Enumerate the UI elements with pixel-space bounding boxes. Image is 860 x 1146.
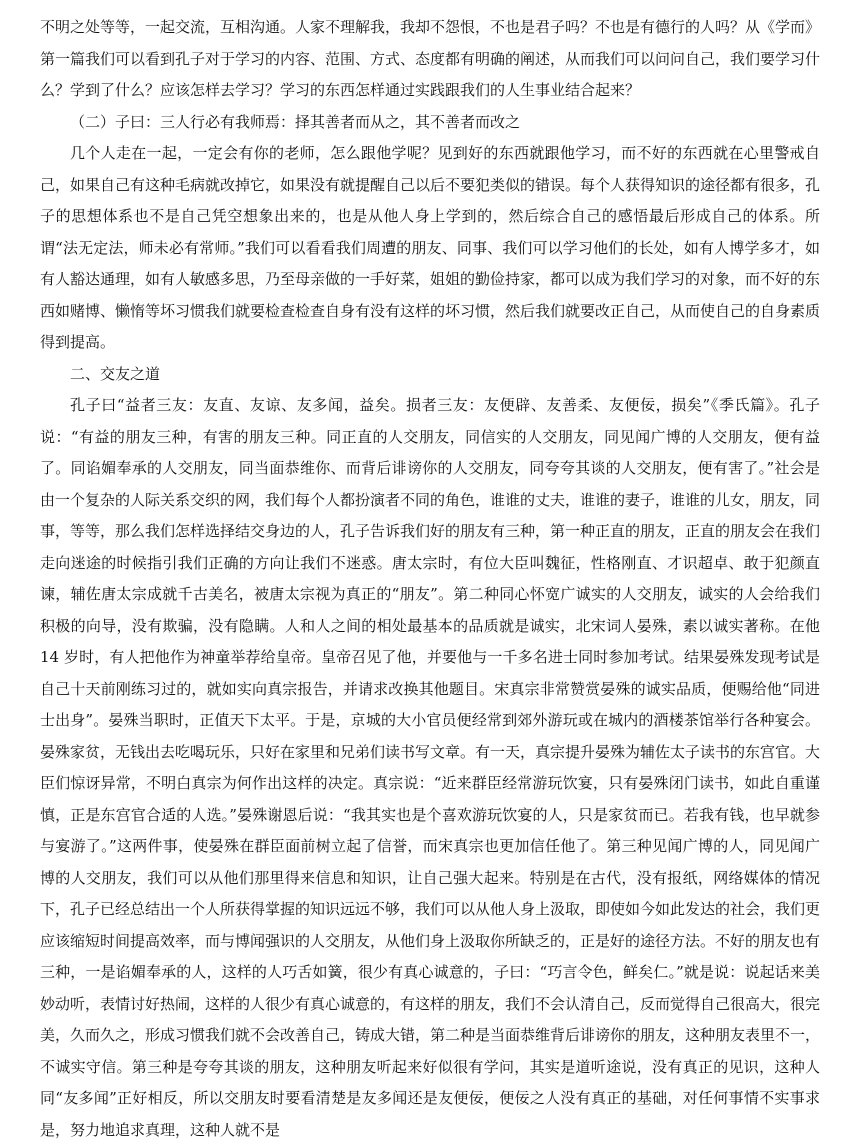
section-heading-friendship: 二、交友之道 <box>70 364 161 383</box>
paragraph-three-people: 几个人走在一起，一定会有你的老师，怎么跟他学呢？见到好的东西就跟他学习，而不好的东西就在心里警戒自己，如果自己有这种毛病就改掉它，如果没有就提醒自己以后不要犯类似的错误。每个人获得知识的途径都有很多，孔子的思想体系也不是自己凭空想象出来的，也是从他人身上学到的，然后综合自己的感悟最后形成自己的体系。所谓“法无定法，师未必有常师。”我们可以看看我们周遭的朋友、同事、我们可以学习他们的长处，如有人博学多才，如有人豁达通理，如有人敏感多思，乃至母亲做的一手好菜，姐姐的勤俭持家，都可以成为我们学习的对象，而不好的东西如赌博、懒惰等坏习惯我们就要检查检查自身有没有这样的坏习惯，然后我们就要改正自己，从而使自己的自身素质得到提高。 <box>40 144 821 351</box>
paragraph-intro-continuation: 不明之处等等，一起交流，互相沟通。人家不理解我，我却不怨恨，不也是君子吗？不也是有德行的人吗？从《学而》第一篇我们可以看到孔子对于学习的内容、范围、方式、态度都有明确的阐述，从而我们可以问问自己，我们要学习什么？学到了什么？应该怎样去学习？学习的东西怎样通过实践跟我们的人生事业结合起来？ <box>40 18 821 99</box>
section-heading-three-people: （二）子曰：三人行必有我师焉：择其善者而从之，其不善者而改之 <box>70 112 521 131</box>
paragraph-friendship: 孔子曰“益者三友：友直、友谅、友多闻，益矣。损者三友：友便辟、友善柔、友便佞，损矣”《季氏篇》。孔子说：“有益的朋友三种，有害的朋友三种。同正直的人交朋友，同信实的人交朋友，同见闻广博的人交朋友，便有益了。同谄媚奉承的人交朋友，同当面恭维你、而背后诽谤你的人交朋友，同夸夸其谈的人交朋友，便有害了。”社会是由一个复杂的人际关系交织的网，我们每个人都扮演者不同的角色，谁谁的丈夫，谁谁的妻子，谁谁的儿女，朋友，同事，等等，那么我们怎样选择结交身边的人，孔子告诉我们好的朋友有三种，第一种正直的朋友，正直的朋友会在我们走向迷途的时候指引我们正确的方向让我们不迷惑。唐太宗时，有位大臣叫魏征，性格刚直、才识超卓、敢于犯颜直谏，辅佐唐太宗成就千古美名，被唐太宗视为真正的“朋友”。第二种同心怀宽广诚实的人交朋友，诚实的人会给我们积极的向导，没有欺骗，没有隐瞒。人和人之间的相处最基本的品质就是诚实，北宋词人晏殊，素以诚实著称。在他 14 岁时，有人把他作为神童举荐给皇帝。皇帝召见了他，并要他与一千多名进士同时参加考试。结果晏殊发现考试是自己十天前刚练习过的，就如实向真宗报告，并请求改换其他题目。宋真宗非常赞赏晏殊的诚实品质，便赐给他“同进士出身”。晏殊当职时，正值天下太平。于是，京城的大小官员便经常到郊外游玩或在城内的酒楼茶馆举行各种宴会。晏殊家贫，无钱出去吃喝玩乐，只好在家里和兄弟们读书写文章。有一天，真宗提升晏殊为辅佐太子读书的东宫官。大臣们惊讶异常，不明白真宗为何作出这样的决定。真宗说：“近来群臣经常游玩饮宴，只有晏殊闭门读书，如此自重谨慎，正是东宫官合适的人选。”晏殊谢恩后说：“我其实也是个喜欢游玩饮宴的人，只是家贫而已。若我有钱，也早就参与宴游了。”这两件事，使晏殊在群臣面前树立起了信誉，而宋真宗也更加信任他了。第三种见闻广博的人，同见闻广博的人交朋友，我们可以从他们那里得来信息和知识，让自己强大起来。特别是在古代，没有报纸，网络媒体的情况下，孔子已经总结出一个人所获得掌握的知识远远不够，我们可以从他人身上汲取，即使如今如此发达的社会，我们更应该缩短时间提高效率，而与博闻强识的人交朋友，从他们身上汲取你所缺乏的，正是好的途径方法。不好的朋友也有三种，一是谄媚奉承的人，这样的人巧舌如簧，很少有真心诚意的，子曰：“巧言令色，鲜矣仁。”就是说：说起话来美妙动听，表情讨好热闹，这样的人很少有真心诚意的，有这样的朋友，我们不会认清自己，反而觉得自己很高大，很完美，久而久之，形成习惯我们就不会改善自己，铸成大错，第二种是当面恭维背后诽谤你的朋友，这种朋友表里不一，不诚实守信。第三种是夸夸其谈的朋友，这种朋友听起来好似很有学问，其实是道听途说，没有真正的见识，这种人同“友多闻”正好相反，所以交朋友时要看清楚是友多闻还是友便佞，便佞之人没有真正的基础，对任何事情不实事求是，努力地追求真理，这种人就不是 <box>40 396 821 1139</box>
